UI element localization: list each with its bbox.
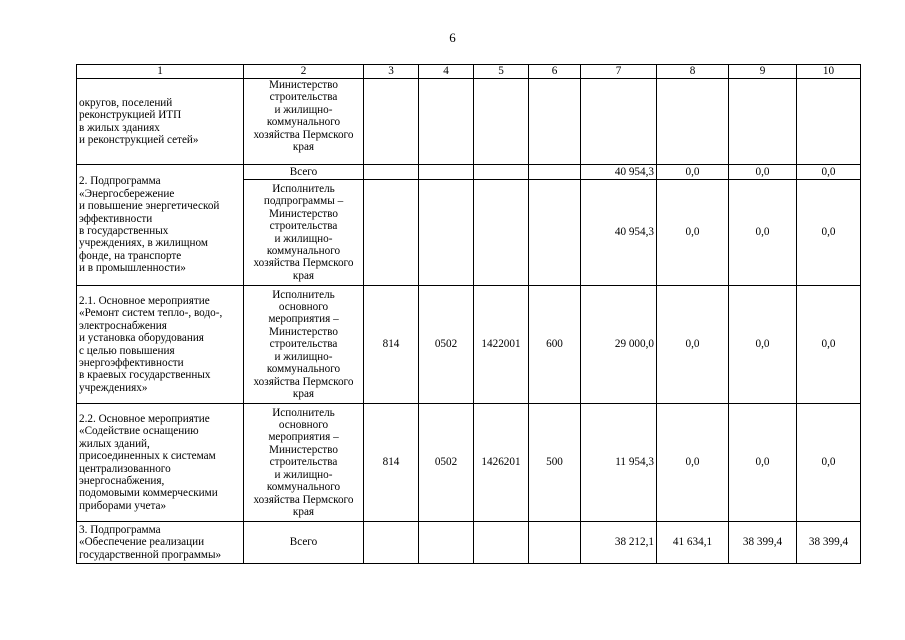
- value-cell-8: 0,0: [657, 404, 729, 522]
- table-row: [77, 522, 861, 564]
- empty-cell: [419, 79, 474, 165]
- empty-cell: [474, 180, 529, 286]
- total-label-cell: Всего: [244, 165, 364, 180]
- program-name-cell: 2. Подпрограмма «Энергосбережение и повышение энергетической эффективности в государственных учреждениях, в жилищном фонде, на транспорте и в промышленности»: [77, 165, 244, 286]
- empty-cell: [529, 79, 581, 165]
- empty-cell: [419, 180, 474, 286]
- executor-cell: Исполнитель основного мероприятия – Министерство строительства и жилищно- коммунального хозяйства Пермского края: [244, 286, 364, 404]
- executor-cell: Исполнитель подпрограммы – Министерство строительства и жилищно- коммунального хозяйства Пермского края: [244, 180, 364, 286]
- column-header-7: 7: [581, 65, 657, 79]
- budget-table: [76, 64, 861, 564]
- code-cell-3: 814: [364, 404, 419, 522]
- column-header-3: 3: [364, 65, 419, 79]
- value-cell-9: 0,0: [729, 165, 797, 180]
- value-cell-9: 0,0: [729, 404, 797, 522]
- column-header-10: 10: [797, 65, 861, 79]
- column-header-4: 4: [419, 65, 474, 79]
- column-header-9: 9: [729, 65, 797, 79]
- code-cell-3: 814: [364, 286, 419, 404]
- executor-cell: Исполнитель основного мероприятия – Министерство строительства и жилищно- коммунального хозяйства Пермского края: [244, 404, 364, 522]
- value-cell-10: 0,0: [797, 180, 861, 286]
- column-header-6: 6: [529, 65, 581, 79]
- value-cell-8: 0,0: [657, 286, 729, 404]
- total-label-cell: Всего: [244, 522, 364, 564]
- code-cell-6: 500: [529, 404, 581, 522]
- table-row: [77, 404, 861, 522]
- code-cell-4: 0502: [419, 286, 474, 404]
- empty-cell: [474, 165, 529, 180]
- value-cell-8: 0,0: [657, 180, 729, 286]
- page-number: 6: [449, 30, 456, 45]
- empty-cell: [474, 79, 529, 165]
- program-name-cell: округов, поселений реконструкцией ИТП в жилых зданиях и реконструкцией сетей»: [77, 79, 244, 165]
- table-row: [77, 165, 861, 180]
- header-row: [77, 65, 861, 79]
- empty-cell: [529, 522, 581, 564]
- empty-cell: [364, 180, 419, 286]
- value-cell-8: 41 634,1: [657, 522, 729, 564]
- program-name-cell: 3. Подпрограмма «Обеспечение реализации государственной программы»: [77, 522, 244, 564]
- value-cell-7: 40 954,3: [581, 165, 657, 180]
- activity-name-cell: 2.1. Основное мероприятие «Ремонт систем тепло-, водо-, электроснабжения и установка оборудования с целью повышения энергоэффективности в краевых государственных учреждениях»: [77, 286, 244, 404]
- empty-cell: [364, 79, 419, 165]
- empty-cell: [529, 180, 581, 286]
- empty-cell: [529, 165, 581, 180]
- value-cell-7: 11 954,3: [581, 404, 657, 522]
- value-cell-8: 0,0: [657, 165, 729, 180]
- value-cell-9: 38 399,4: [729, 522, 797, 564]
- code-cell-4: 0502: [419, 404, 474, 522]
- table-row: [77, 79, 861, 165]
- empty-cell: [729, 79, 797, 165]
- empty-cell: [419, 522, 474, 564]
- column-header-1: 1: [77, 65, 244, 79]
- code-cell-6: 600: [529, 286, 581, 404]
- value-cell-7: 40 954,3: [581, 180, 657, 286]
- column-header-8: 8: [657, 65, 729, 79]
- empty-cell: [364, 165, 419, 180]
- value-cell-10: 0,0: [797, 404, 861, 522]
- activity-name-cell: 2.2. Основное мероприятие «Содействие оснащению жилых зданий, присоединенных к системам централизованного энергоснабжения, подомовыми коммерческими приборами учета»: [77, 404, 244, 522]
- empty-cell: [474, 522, 529, 564]
- code-cell-5: 1422001: [474, 286, 529, 404]
- value-cell-7: 38 212,1: [581, 522, 657, 564]
- value-cell-10: 38 399,4: [797, 522, 861, 564]
- empty-cell: [581, 79, 657, 165]
- table-row: [77, 286, 861, 404]
- column-header-5: 5: [474, 65, 529, 79]
- executor-cell: Министерство строительства и жилищно- коммунального хозяйства Пермского края: [244, 79, 364, 165]
- value-cell-9: 0,0: [729, 180, 797, 286]
- empty-cell: [797, 79, 861, 165]
- value-cell-9: 0,0: [729, 286, 797, 404]
- empty-cell: [657, 79, 729, 165]
- column-header-2: 2: [244, 65, 364, 79]
- empty-cell: [364, 522, 419, 564]
- value-cell-7: 29 000,0: [581, 286, 657, 404]
- code-cell-5: 1426201: [474, 404, 529, 522]
- empty-cell: [419, 165, 474, 180]
- value-cell-10: 0,0: [797, 165, 861, 180]
- value-cell-10: 0,0: [797, 286, 861, 404]
